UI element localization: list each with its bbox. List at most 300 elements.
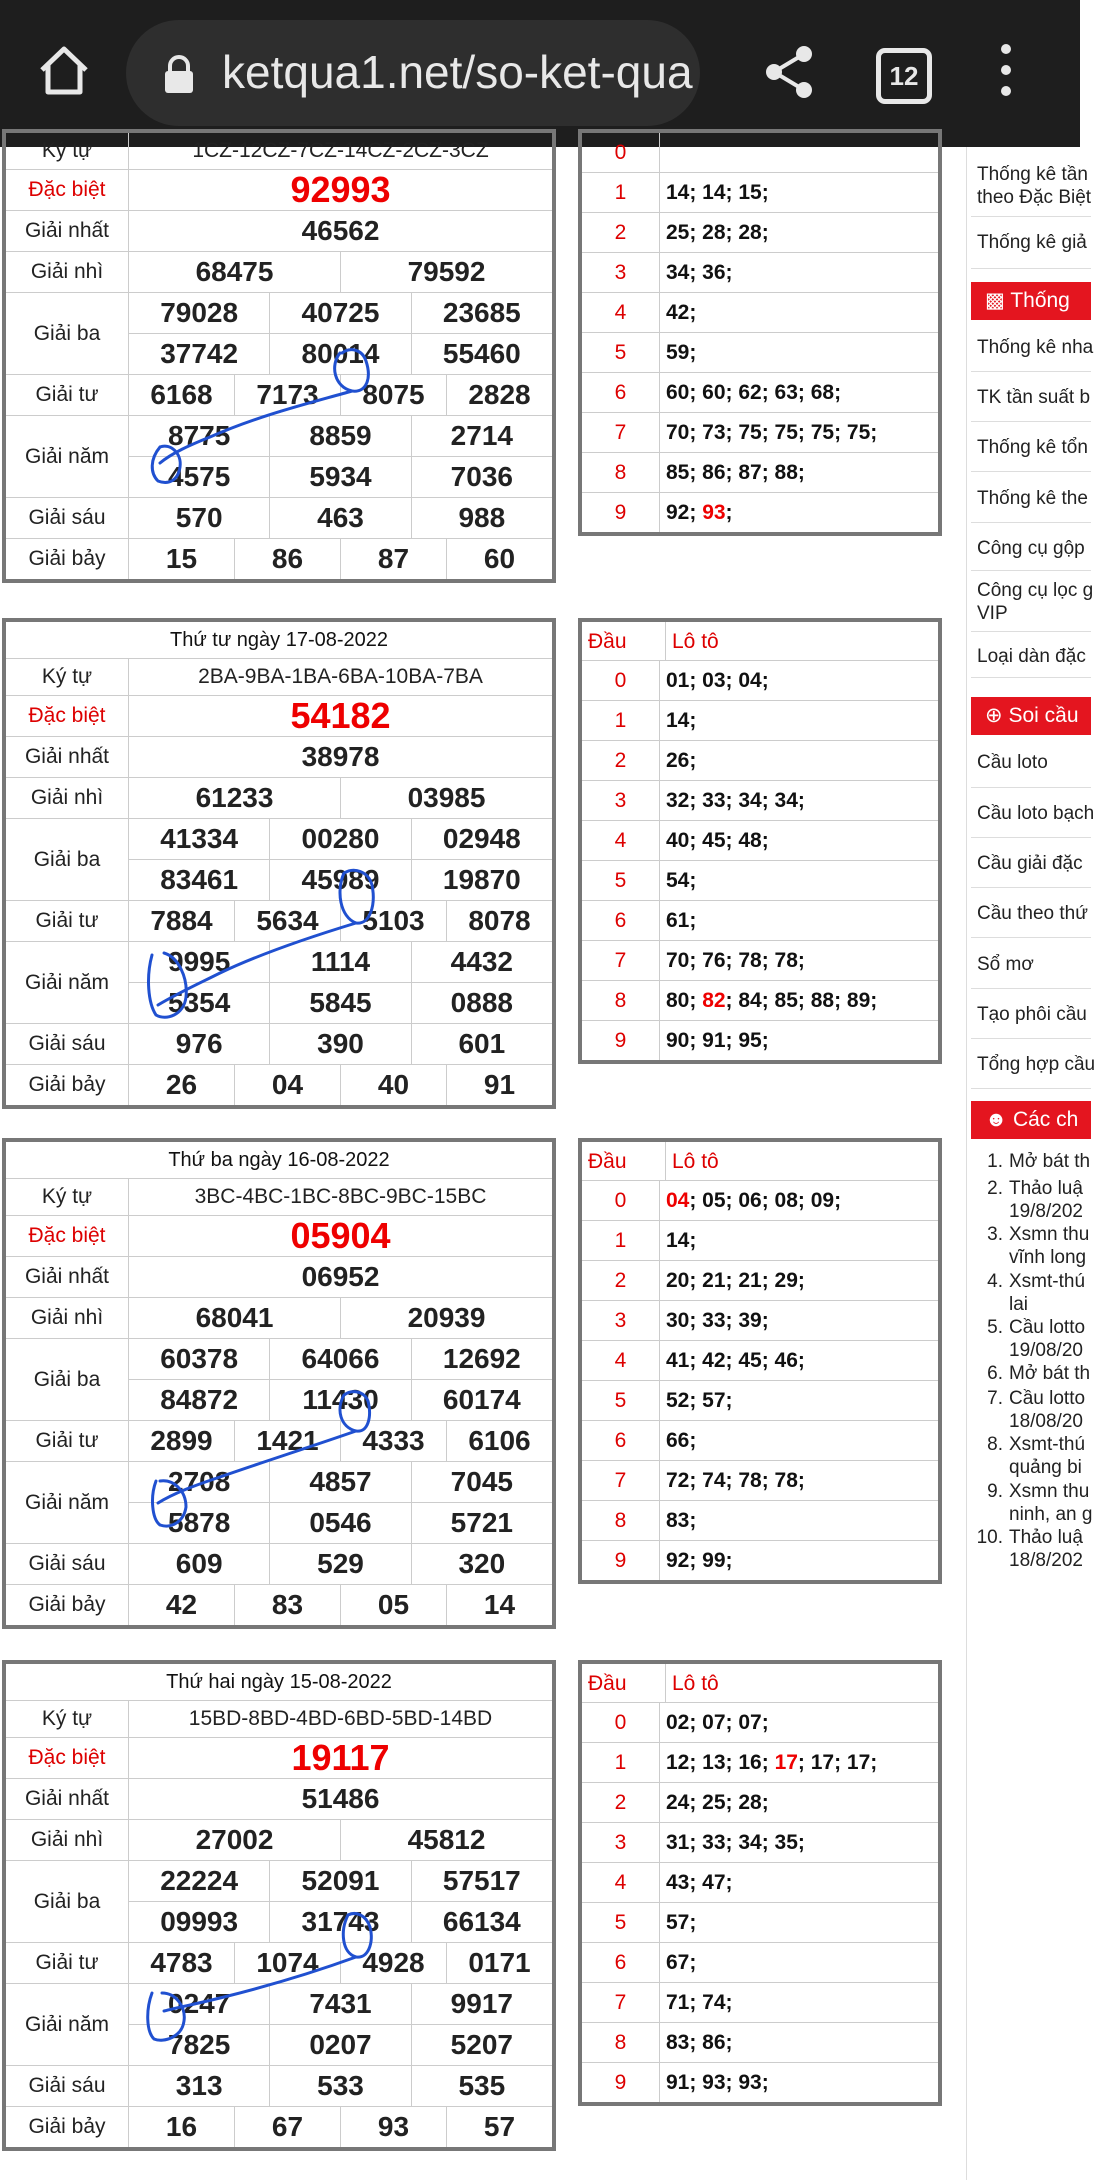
loto-text: 70; 76; 78; 78; <box>666 949 805 972</box>
loto-text: 42; <box>666 301 697 324</box>
loto-dau: 6 <box>582 373 660 412</box>
sidebar-post[interactable] <box>973 1223 1093 1269</box>
sidebar-link[interactable]: Thống kê nha <box>977 337 1094 358</box>
sidebar-link[interactable]: Thống kê tổn <box>977 437 1088 458</box>
post-title-line[interactable]: ninh, an g <box>1009 1504 1093 1525</box>
prize-row-giai-ba <box>6 1861 552 1943</box>
loto-values <box>660 1261 938 1300</box>
prize-number: 2899 <box>150 1425 213 1456</box>
loto-row <box>582 1501 938 1541</box>
prize-row-giai-nhat <box>6 1257 552 1298</box>
loto-dau: 9 <box>582 1541 660 1580</box>
post-title-line[interactable]: 19/8/202 <box>1009 1201 1083 1222</box>
loto-row <box>582 1301 938 1341</box>
loto-table <box>578 1138 942 1584</box>
prize-row-giai-sau <box>6 1024 552 1065</box>
result-date-header: Thứ hai ngày 15-08-2022 <box>6 1664 552 1701</box>
loto-text: 83; 86; <box>666 2031 733 2054</box>
home-icon[interactable] <box>34 40 94 100</box>
sidebar-post[interactable] <box>973 1526 1093 1572</box>
sidebar-post[interactable] <box>973 1150 1093 1173</box>
prize-number: 40725 <box>269 293 410 333</box>
loto-row <box>582 741 938 781</box>
prize-row-dac-biet <box>6 1738 552 1779</box>
prize-number: 390 <box>269 1024 410 1064</box>
sidebar-link[interactable]: Tổng hợp cầu <box>977 1054 1095 1075</box>
chart-icon: ▩ <box>985 289 1005 312</box>
loto-dau: 9 <box>582 2063 660 2102</box>
prize-number: 79028 <box>160 297 239 328</box>
search-plus-icon: ⊕ <box>985 704 1003 727</box>
sidebar-link[interactable]: Cầu loto <box>977 752 1048 773</box>
prize-label: Giải bảy <box>6 539 129 579</box>
loto-dau: 6 <box>582 1421 660 1460</box>
loto-values <box>660 1181 938 1220</box>
prize-number: 67 <box>234 2107 340 2147</box>
loto-row <box>582 901 938 941</box>
prize-number: 1074 <box>234 1943 340 1983</box>
loto-text: 25; 28; 28; <box>666 221 769 244</box>
sidebar-link[interactable]: Công cụ gộp <box>977 538 1085 559</box>
prize-number: 79592 <box>340 252 552 292</box>
prize-number: 37742 <box>160 338 239 369</box>
prize-row-dac-biet <box>6 696 552 737</box>
loto-values <box>660 1863 938 1902</box>
sidebar-link[interactable]: Tạo phôi cầu <box>977 1004 1087 1025</box>
prize-number: 0171 <box>446 1943 552 1983</box>
loto-text: 66; <box>666 1429 697 1452</box>
value-line <box>129 1943 552 1983</box>
prize-label: Giải ba <box>6 1339 129 1420</box>
more-vert-icon[interactable] <box>994 44 1018 104</box>
loto-dau: 8 <box>582 2023 660 2062</box>
value-line <box>129 333 552 374</box>
prize-row-giai-nhi <box>6 778 552 819</box>
sidebar-link[interactable]: Thống kê the <box>977 488 1088 509</box>
prize-number: 05904 <box>290 1215 391 1256</box>
post-title-line[interactable]: lai <box>1009 1294 1029 1315</box>
post-number: 2. <box>987 1178 1003 1199</box>
loto-header-row <box>582 1142 938 1181</box>
prize-label: Giải bảy <box>6 1065 129 1105</box>
prize-number: 52091 <box>269 1861 410 1901</box>
prize-number: 02948 <box>411 819 552 859</box>
prize-number: 4333 <box>340 1421 446 1461</box>
value-line <box>129 1065 552 1105</box>
post-title-line[interactable]: Thảo luậ <box>1009 1178 1083 1199</box>
loto-values <box>660 821 938 860</box>
prize-row-ky-tu <box>6 659 552 696</box>
prize-row-giai-ba <box>6 819 552 901</box>
sidebar-post[interactable] <box>973 1433 1093 1479</box>
prize-number: 988 <box>411 498 552 538</box>
prize-number: 2708 <box>168 1466 231 1497</box>
sidebar-link[interactable]: Cầu theo thứ <box>977 903 1088 924</box>
prize-number: 5845 <box>269 983 410 1023</box>
prize-number: 7045 <box>411 1462 552 1502</box>
prize-row-giai-nhi <box>6 252 552 293</box>
prize-number: 570 <box>175 502 223 533</box>
value-line <box>129 659 552 695</box>
prize-number: 6106 <box>446 1421 552 1461</box>
prize-number: 7884 <box>150 905 213 936</box>
loto-text: 83; <box>666 1509 697 1532</box>
tab-switcher-button[interactable]: 12 <box>876 48 932 104</box>
prize-row-giai-sau <box>6 2066 552 2107</box>
loto-text: 92; 99; <box>666 1549 733 1572</box>
loto-row <box>582 2023 938 2063</box>
prize-number: 55460 <box>411 334 552 374</box>
prize-number: 06952 <box>301 1261 380 1292</box>
prize-number: 64066 <box>269 1339 410 1379</box>
sidebar-link[interactable]: Cầu loto bạch <box>977 803 1095 824</box>
loto-text: ; 84; 85; 88; 89; <box>725 989 878 1012</box>
loto-dau: 6 <box>582 901 660 940</box>
value-line <box>129 1820 552 1860</box>
value-line <box>129 1179 552 1215</box>
loto-values <box>660 1943 938 1982</box>
prize-values <box>129 1339 552 1420</box>
loto-text: 14; <box>666 1229 697 1252</box>
loto-dau: 3 <box>582 1301 660 1340</box>
value-line <box>129 170 552 210</box>
loto-dau: 0 <box>582 133 660 172</box>
loto-row <box>582 701 938 741</box>
prize-row-giai-sau <box>6 498 552 539</box>
prize-number: 20939 <box>340 1298 552 1338</box>
loto-row <box>582 1461 938 1501</box>
prize-label: Ký tự <box>6 659 129 695</box>
loto-row <box>582 2063 938 2102</box>
post-number: 10. <box>976 1527 1003 1548</box>
prize-number: 22224 <box>160 1865 239 1896</box>
prize-number: 7036 <box>411 457 552 497</box>
prize-values <box>129 1585 552 1625</box>
value-line <box>129 1216 552 1256</box>
loto-dau: 4 <box>582 1341 660 1380</box>
post-title-line[interactable]: vĩnh long <box>1009 1247 1087 1268</box>
prize-row-giai-nhat <box>6 737 552 778</box>
loto-dau: 8 <box>582 981 660 1020</box>
loto-row <box>582 941 938 981</box>
post-title-line[interactable]: Cầu lotto <box>1009 1317 1086 1338</box>
prize-number: 8078 <box>446 901 552 941</box>
loto-row <box>582 293 938 333</box>
loto-dau: 1 <box>582 1221 660 1260</box>
loto-row <box>582 1381 938 1421</box>
prize-number: 463 <box>269 498 410 538</box>
prize-number: 4783 <box>150 1947 213 1978</box>
prize-label: Giải nhất <box>6 1779 129 1819</box>
address-bar[interactable] <box>126 20 700 126</box>
post-title-line[interactable]: Cầu lotto <box>1009 1388 1086 1409</box>
post-title-line[interactable]: 18/8/202 <box>1009 1550 1083 1571</box>
value-line <box>129 1701 552 1737</box>
prize-number: 60174 <box>411 1380 552 1420</box>
prize-row-giai-nhat <box>6 211 552 252</box>
prize-values <box>129 133 552 169</box>
prize-number: 03985 <box>340 778 552 818</box>
prize-row-dac-biet <box>6 1216 552 1257</box>
value-line <box>129 252 552 292</box>
prize-number: 15 <box>165 543 198 574</box>
prize-values <box>129 819 552 900</box>
prize-values <box>129 901 552 941</box>
loto-special-highlight: 93 <box>702 501 726 524</box>
post-title-line[interactable]: Xsmt-thú <box>1009 1434 1086 1455</box>
loto-text: 24; 25; 28; <box>666 1791 769 1814</box>
loto-values <box>660 781 938 820</box>
value-line <box>129 539 552 579</box>
prize-number: 86 <box>234 539 340 579</box>
post-title-line[interactable]: Thảo luậ <box>1009 1527 1083 1548</box>
prize-label: Giải ba <box>6 1861 129 1942</box>
loto-row <box>582 1903 938 1943</box>
prize-number: 3BC-4BC-1BC-8BC-9BC-15BC <box>194 1185 487 1208</box>
value-line <box>129 1379 552 1420</box>
value-line <box>129 982 552 1023</box>
prize-values <box>129 211 552 251</box>
loto-text: 41; 42; 45; 46; <box>666 1349 805 1372</box>
post-title-line[interactable]: 19/08/20 <box>1009 1340 1083 1361</box>
loto-text: 26; <box>666 749 697 772</box>
prize-number: 529 <box>269 1544 410 1584</box>
loto-dau: 7 <box>582 941 660 980</box>
prize-label: Giải tư <box>6 901 129 941</box>
loto-row <box>582 1863 938 1903</box>
prize-number: 4857 <box>269 1462 410 1502</box>
prize-values <box>129 1257 552 1297</box>
prize-number: 601 <box>411 1024 552 1064</box>
post-title-line[interactable]: 18/08/20 <box>1009 1411 1083 1432</box>
prize-values <box>129 293 552 374</box>
prize-label: Giải năm <box>6 416 129 497</box>
loto-header-dau: Đầu <box>582 622 666 660</box>
loto-values <box>660 1903 938 1942</box>
loto-special-highlight: 17 <box>774 1751 798 1774</box>
loto-values <box>660 941 938 980</box>
loto-header-row <box>582 622 938 661</box>
value-line <box>129 1738 552 1778</box>
loto-text: 32; 33; 34; 34; <box>666 789 805 812</box>
loto-text: 57; <box>666 1911 697 1934</box>
prize-label: Giải năm <box>6 1462 129 1543</box>
loto-dau: 6 <box>582 1943 660 1982</box>
loto-row <box>582 1261 938 1301</box>
value-line <box>129 737 552 777</box>
prize-row-giai-tu <box>6 1421 552 1462</box>
loto-dau: 7 <box>582 1461 660 1500</box>
prize-number: 31743 <box>269 1902 410 1942</box>
value-line <box>129 1861 552 1901</box>
value-line <box>129 498 552 538</box>
sidebar-post[interactable] <box>973 1270 1093 1316</box>
sidebar-link[interactable]: TK tần suất b <box>977 387 1091 408</box>
prize-number: 8075 <box>340 375 446 415</box>
prize-values <box>129 1984 552 2065</box>
loto-dau: 2 <box>582 1261 660 1300</box>
loto-header-dau: Đầu <box>582 1142 666 1180</box>
value-line <box>129 1502 552 1543</box>
loto-text: 14; <box>666 709 697 732</box>
prize-number: 5721 <box>411 1503 552 1543</box>
prize-number: 40 <box>340 1065 446 1105</box>
loto-header-loto: Lô tô <box>672 1672 719 1695</box>
prize-values <box>129 1738 552 1778</box>
prize-label: Giải sáu <box>6 498 129 538</box>
post-title-line[interactable]: quảng bi <box>1009 1457 1082 1478</box>
post-title-line[interactable]: Xsmn thu <box>1009 1224 1090 1245</box>
prize-number: 7825 <box>168 2029 231 2060</box>
prize-number: 84872 <box>160 1384 239 1415</box>
loto-row <box>582 821 938 861</box>
value-line <box>129 2024 552 2065</box>
loto-text: 40; 45; 48; <box>666 829 769 852</box>
loto-values <box>660 1541 938 1580</box>
loto-values <box>660 1983 938 2022</box>
loto-row <box>582 173 938 213</box>
prize-number: 68041 <box>195 1302 274 1333</box>
prize-row-giai-ba <box>6 293 552 375</box>
post-title-line[interactable]: Xsmt-thú <box>1009 1271 1086 1292</box>
loto-dau: 8 <box>582 1501 660 1540</box>
loto-row <box>582 861 938 901</box>
prize-number: 5354 <box>168 987 231 1018</box>
loto-dau: 7 <box>582 413 660 452</box>
sidebar-link[interactable]: VIP <box>977 603 1008 624</box>
loto-values <box>660 133 938 172</box>
post-title-line[interactable]: Xsmn thu <box>1009 1481 1090 1502</box>
prize-values <box>129 1065 552 1105</box>
post-number: 6. <box>987 1363 1003 1384</box>
prize-number: 320 <box>411 1544 552 1584</box>
loto-row <box>582 373 938 413</box>
prize-number: 609 <box>175 1548 223 1579</box>
value-line <box>129 2066 552 2106</box>
loto-values <box>660 173 938 212</box>
sidebar-link[interactable]: theo Đặc Biệt <box>977 187 1092 208</box>
prize-number: 15BD-8BD-4BD-6BD-5BD-14BD <box>188 1707 493 1730</box>
value-line <box>129 1462 552 1502</box>
prize-number: 14 <box>446 1585 552 1625</box>
prize-row-giai-bay <box>6 2107 552 2147</box>
prize-number: 2714 <box>411 416 552 456</box>
prize-label: Đặc biệt <box>6 1738 129 1778</box>
loto-row <box>582 333 938 373</box>
prize-number: 0888 <box>411 983 552 1023</box>
prize-number: 2828 <box>446 375 552 415</box>
sidebar-post[interactable] <box>973 1316 1093 1362</box>
sidebar-post[interactable] <box>973 1480 1093 1526</box>
loto-row <box>582 1181 938 1221</box>
prize-number: 4928 <box>340 1943 446 1983</box>
loto-row <box>582 493 938 532</box>
sidebar-header-thong-ke: ▩ Thống <box>971 282 1091 320</box>
sidebar-link[interactable]: Công cụ lọc g <box>977 580 1094 601</box>
sidebar-link[interactable]: Thống kê giả <box>977 232 1087 253</box>
sidebar-link[interactable]: Loại dàn đặc <box>977 646 1086 667</box>
prize-number: 87 <box>340 539 446 579</box>
prize-number: 93 <box>340 2107 446 2147</box>
loto-values <box>660 1743 938 1782</box>
prize-label: Giải sáu <box>6 2066 129 2106</box>
prize-number: 313 <box>175 2070 223 2101</box>
prize-values <box>129 1024 552 1064</box>
prize-row-giai-tu <box>6 901 552 942</box>
loto-values <box>660 1461 938 1500</box>
value-line <box>129 819 552 859</box>
prize-values <box>129 498 552 538</box>
prize-label: Giải nhì <box>6 252 129 292</box>
sidebar <box>966 147 1095 2180</box>
sidebar-post[interactable] <box>973 1362 1093 1385</box>
prize-number: 0247 <box>168 1988 231 2019</box>
value-line <box>129 778 552 818</box>
loto-header-row <box>582 1664 938 1703</box>
loto-values <box>660 861 938 900</box>
sidebar-link[interactable]: Sổ mơ <box>977 954 1034 975</box>
prize-number: 976 <box>175 1028 223 1059</box>
value-line <box>129 1298 552 1338</box>
prize-number: 45812 <box>340 1820 552 1860</box>
prize-label: Giải sáu <box>6 1544 129 1584</box>
prize-label: Giải ba <box>6 293 129 374</box>
prize-number: 45989 <box>269 860 410 900</box>
sidebar-link[interactable]: Cầu giải đặc <box>977 853 1083 874</box>
url-text[interactable]: ketqua1.net/so-ket-qua <box>222 46 693 98</box>
prize-row-giai-nhat <box>6 1779 552 1820</box>
post-title-line[interactable]: Mở bát th <box>1009 1363 1091 1384</box>
loto-text: 92; <box>666 501 703 524</box>
prize-number: 46562 <box>301 215 380 246</box>
loto-row <box>582 1221 938 1261</box>
loto-dau: 2 <box>582 741 660 780</box>
prize-row-dac-biet <box>6 170 552 211</box>
loto-values <box>660 1341 938 1380</box>
page-content <box>0 139 1095 2180</box>
loto-text: 60; 60; 62; 63; 68; <box>666 381 842 404</box>
loto-values <box>660 901 938 940</box>
prize-values <box>129 1943 552 1983</box>
prize-row-giai-tu <box>6 375 552 416</box>
sidebar-post[interactable] <box>973 1177 1093 1223</box>
prize-row-giai-tu <box>6 1943 552 1984</box>
prize-number: 5634 <box>234 901 340 941</box>
share-icon[interactable] <box>762 42 818 102</box>
post-title-line[interactable]: Mở bát th <box>1009 1151 1091 1172</box>
prize-values <box>129 539 552 579</box>
prize-values <box>129 2107 552 2147</box>
loto-text: ; 17; 17; <box>797 1751 878 1774</box>
loto-text: ; 05; 06; 08; 09; <box>689 1189 842 1212</box>
loto-dau: 4 <box>582 1863 660 1902</box>
prize-number: 51486 <box>301 1783 380 1814</box>
sidebar-post[interactable] <box>973 1387 1093 1433</box>
prize-number: 23685 <box>411 293 552 333</box>
loto-text: 54; <box>666 869 697 892</box>
prize-values <box>129 696 552 736</box>
value-line <box>129 2107 552 2147</box>
prize-label: Giải ba <box>6 819 129 900</box>
prize-row-giai-ba <box>6 1339 552 1421</box>
prize-number: 9995 <box>168 946 231 977</box>
loto-header-dau: Đầu <box>582 1664 666 1702</box>
prize-row-ky-tu <box>6 1701 552 1738</box>
loto-values <box>660 741 938 780</box>
prize-values <box>129 659 552 695</box>
sidebar-link[interactable]: Thống kê tần <box>977 164 1088 185</box>
loto-row <box>582 661 938 701</box>
